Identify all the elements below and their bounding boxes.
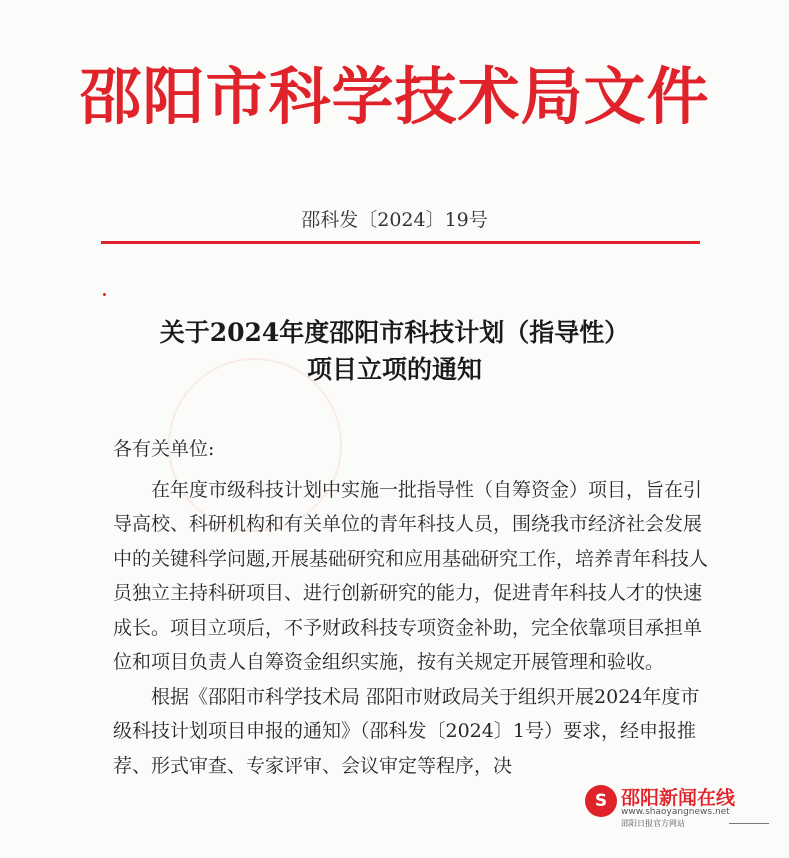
body-paragraph-1: 在年度市级科技计划中实施一批指导性（自筹资金）项目，旨在引导高校、科研机构和有关单位的青年科技人员，围绕我市经济社会发展中的关键科学问题,开展基础研究和应用基础研究工作，培养青年科技人员独立主持科研项目、进行创新研究的能力，促进青年科技人才的快速成长。项目立项后，不予财政科技专项资金补助，完全依靠项目承担单位和项目负责人自筹资金组织实施，按有关规定开展管理和验收。 [113,478,709,673]
document-body [113,432,713,783]
greeting: 各有关单位: [113,438,215,460]
body-paragraph-2: 根据《邵阳市科学技术局 邵阳市财政局关于组织开展2024年度市级科技计划项目申报的通知》（邵科发〔2024〕1号）要求，经申报推荐、形式审查、专家评审、会议审定等程序，决 [113,685,700,777]
notice-title-line-2: 项目立项的通知 [306,355,482,384]
watermark-url: www.shaoyangnews.net [621,807,730,817]
watermark-subtitle: 邵阳日报官方网站 [621,819,685,828]
news-site-watermark [585,783,789,833]
red-divider-line [101,241,700,244]
red-speck-mark [103,293,106,296]
document-header-title: 邵阳市科学技术局文件 [79,60,710,133]
watermark-logo-icon: S [585,785,617,817]
notice-title-line-1: 关于2024年度邵阳市科技计划（指导性） [159,318,630,347]
document-number: 邵科发〔2024〕19号 [301,209,488,231]
watermark-rule [729,823,769,824]
watermark-site-name: 邵阳新闻在线 [621,787,736,809]
